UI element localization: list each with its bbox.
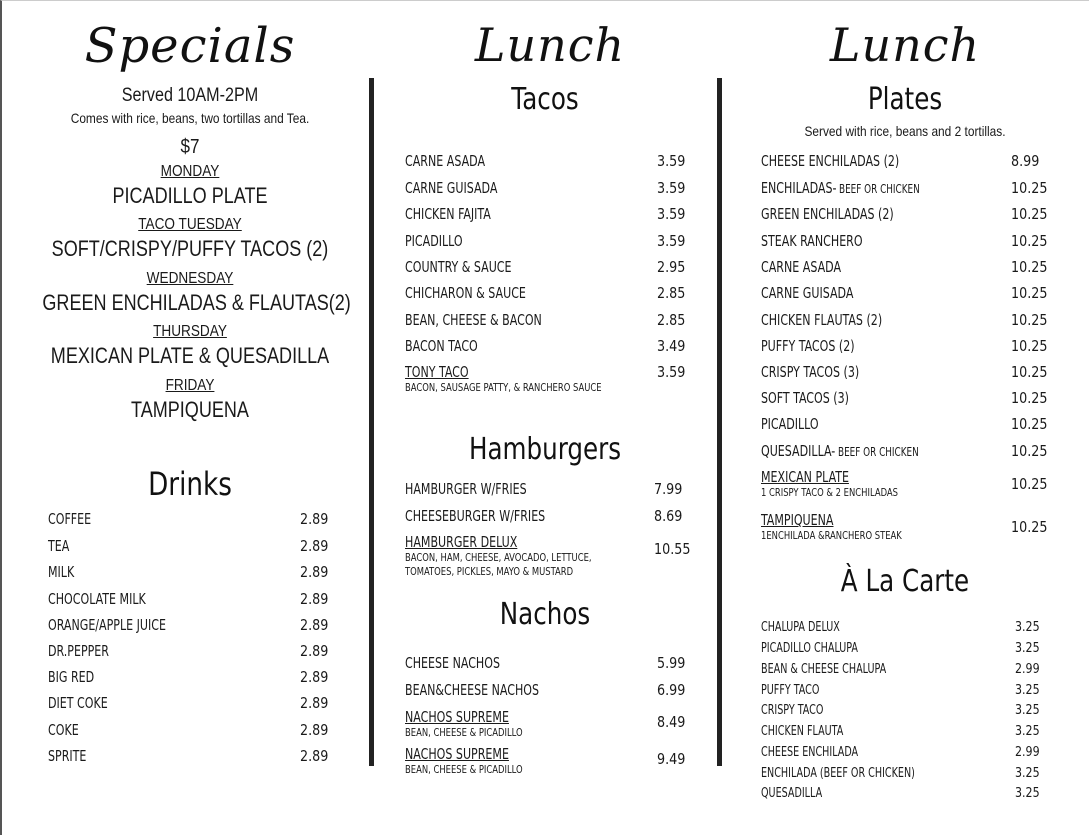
plate-item-price: 10.25 [1011, 389, 1048, 407]
special-day: TACO TUESDAY [138, 216, 242, 233]
item-name-text: NACHOS SUPREME [405, 708, 509, 726]
item-name-text: SOFT TACOS (3) [761, 389, 849, 407]
special-day: MONDAY [160, 163, 220, 180]
item-name-text: TAMPIQUENA [761, 511, 834, 529]
item-description: BEAN, CHEESE & PICADILLO [405, 763, 523, 776]
item-name-text: CRISPY TACO [761, 703, 824, 718]
taco-item-name [405, 337, 494, 355]
taco-item-name [405, 363, 655, 395]
item-name-text: BEAN, CHEESE & BACON [405, 311, 542, 329]
nachos-item-price: 8.49 [657, 713, 686, 731]
item-description: 1ENCHILADA &RANCHERO STEAK [761, 529, 902, 542]
item-description: BACON, HAM, CHEESE, AVOCADO, LETTUCE, TOMATOES, PICKLES, MAYO & MUSTARD [405, 551, 592, 578]
lunch-plates-script: Lunch [829, 18, 981, 72]
plate-item [761, 152, 1061, 172]
plate-item-name [761, 415, 831, 433]
plate-item-price: 10.25 [1011, 363, 1048, 381]
plate-item [761, 258, 1061, 278]
carte-item [761, 766, 1061, 786]
item-name-text: STEAK RANCHERO [761, 232, 863, 250]
special-dish: TAMPIQUENA [131, 397, 249, 422]
item-name-text: ENCHILADA (BEEF OR CHICKEN) [761, 766, 915, 781]
item-name-text: PUFFY TACO [761, 683, 820, 698]
item-name-text: HAMBURGER DELUX [405, 533, 518, 551]
carte-item-name [761, 766, 949, 781]
burger-item [405, 480, 695, 500]
taco-item-price: 2.85 [657, 284, 686, 302]
a-la-carte-title: À La Carte [840, 564, 970, 599]
item-name-text: SPRITE [48, 747, 87, 765]
nachos-item-name [405, 745, 605, 777]
item-name-text: TEA [48, 537, 70, 555]
drink-item-price: 2.89 [300, 616, 329, 634]
taco-item-price: 3.59 [657, 363, 686, 381]
plate-item-name [761, 311, 909, 329]
plate-item-name [761, 468, 1001, 500]
taco-item-name [405, 152, 503, 170]
item-name-text: CARNE ASADA [405, 152, 486, 170]
nachos-title: Nachos [499, 597, 591, 632]
item-name-text: COKE [48, 721, 79, 739]
item-name-text: CHICKEN FLAUTAS (2) [761, 311, 883, 329]
item-name-text: CHEESE ENCHILADAS (2) [761, 152, 900, 170]
carte-item-name [761, 641, 879, 656]
carte-item [761, 662, 1061, 682]
plate-item [761, 511, 1061, 542]
divider-left [369, 78, 374, 766]
taco-item-name [405, 205, 510, 223]
drinks-title: Drinks [148, 465, 232, 503]
plate-item-price: 10.25 [1011, 442, 1048, 460]
drink-item-name [48, 642, 122, 660]
carte-item-price: 3.25 [1015, 620, 1040, 635]
carte-item-price: 3.25 [1015, 683, 1040, 698]
plate-item-name [761, 152, 930, 170]
drink-item [48, 668, 338, 688]
special-dish: GREEN ENCHILADAS & FLAUTAS(2) [42, 290, 351, 315]
taco-item [405, 152, 695, 172]
carte-item-name [761, 683, 832, 698]
carte-item [761, 786, 1061, 806]
carte-item-price: 3.25 [1015, 724, 1040, 739]
item-description: 1 CRISPY TACO & 2 ENCHILADAS [761, 486, 899, 499]
item-name-text: COUNTRY & SAUCE [405, 258, 512, 276]
drink-item-name [48, 590, 167, 608]
special-day: THURSDAY [153, 323, 227, 340]
item-name-text: CHICKEN FAJITA [405, 205, 491, 223]
item-name-text: CHEESEBURGER W/FRIES [405, 507, 546, 525]
nachos-item-price: 6.99 [657, 681, 686, 699]
hamburgers-title: Hamburgers [468, 432, 622, 467]
taco-item [405, 363, 695, 394]
lunch-tacos-script: Lunch [474, 18, 626, 72]
drink-item-name [48, 721, 85, 739]
taco-item-name [405, 284, 552, 302]
plate-item-price: 10.25 [1011, 179, 1048, 197]
nachos-item-name [405, 681, 568, 699]
burger-item [405, 507, 695, 527]
plate-item-price: 8.99 [1011, 152, 1040, 170]
item-name-text: QUESADILLA- [761, 442, 836, 460]
special-dish: PICADILLO PLATE [112, 183, 268, 208]
item-name-text: MEXICAN PLATE [761, 468, 849, 486]
plate-item-price: 10.25 [1011, 284, 1048, 302]
burger-item-price: 8.69 [654, 507, 683, 525]
carte-item-name [761, 703, 837, 718]
nachos-item [405, 745, 695, 776]
nachos-item [405, 708, 695, 739]
drink-item-price: 2.89 [300, 642, 329, 660]
drink-item-name [48, 537, 74, 555]
drink-item-price: 2.89 [300, 590, 329, 608]
special-day: FRIDAY [165, 377, 215, 394]
drink-item [48, 616, 338, 636]
item-name-text: HAMBURGER W/FRIES [405, 480, 527, 498]
item-description: BACON, SAUSAGE PATTY, & RANCHERO SAUCE [405, 381, 602, 394]
plates-note: Served with rice, beans and 2 tortillas. [804, 123, 1006, 139]
drink-item [48, 537, 338, 557]
taco-item-price: 3.59 [657, 205, 686, 223]
plates-title: Plates [867, 82, 943, 117]
item-name-text: ORANGE/APPLE JUICE [48, 616, 166, 634]
nachos-item [405, 654, 695, 674]
plate-item-price: 10.25 [1011, 415, 1048, 433]
taco-item [405, 284, 695, 304]
plate-item-name [761, 284, 874, 302]
taco-item [405, 337, 695, 357]
plate-item [761, 179, 1061, 199]
drink-item-name [48, 694, 121, 712]
item-name-text: COFFEE [48, 510, 92, 528]
drink-item-price: 2.89 [300, 537, 329, 555]
carte-item [761, 703, 1061, 723]
nachos-item-price: 5.99 [657, 654, 686, 672]
taco-item-price: 3.59 [657, 232, 686, 250]
plate-item-name [761, 205, 923, 223]
item-name-text: CARNE GUISADA [761, 284, 854, 302]
item-name-text: CHICKEN FLAUTA [761, 724, 844, 739]
drink-item [48, 510, 338, 530]
item-name-text: BIG RED [48, 668, 95, 686]
item-name-text: DR.PEPPER [48, 642, 109, 660]
item-small-text: BEEF OR CHICKEN [839, 182, 920, 196]
taco-item-price: 3.49 [657, 337, 686, 355]
drink-item [48, 694, 338, 714]
plate-item [761, 232, 1061, 252]
item-name-text: CARNE GUISADA [405, 179, 498, 197]
taco-item [405, 179, 695, 199]
carte-item [761, 641, 1061, 661]
drink-item [48, 642, 338, 662]
item-name-text: PICADILLO CHALUPA [761, 641, 858, 656]
nachos-item-price: 9.49 [657, 750, 686, 768]
item-name-text: QUESADILLA [761, 786, 823, 801]
item-name-text: PICADILLO [405, 232, 463, 250]
drink-item-name [48, 563, 80, 581]
plate-item [761, 389, 1061, 409]
taco-item [405, 258, 695, 278]
taco-item [405, 232, 695, 252]
carte-item-price: 3.25 [1015, 786, 1040, 801]
plate-item-price: 10.25 [1011, 337, 1048, 355]
burger-item-price: 10.55 [654, 540, 691, 558]
plate-item [761, 442, 1061, 462]
plate-item [761, 337, 1061, 357]
burger-item-name [405, 480, 553, 498]
item-name-text: CHICHARON & SAUCE [405, 284, 526, 302]
plate-item [761, 468, 1061, 499]
carte-item [761, 620, 1061, 640]
item-name-text: NACHOS SUPREME [405, 745, 509, 763]
taco-item-name [405, 258, 535, 276]
item-name-text: CHOCOLATE MILK [48, 590, 146, 608]
special-dish: MEXICAN PLATE & QUESADILLA [50, 343, 330, 368]
carte-item-name [761, 620, 857, 635]
item-name-text: ENCHILADAS- [761, 179, 837, 197]
item-name-text: CHEESE NACHOS [405, 654, 500, 672]
item-name-text: CHEESE ENCHILADA [761, 745, 859, 760]
item-name-text: BEAN&CHEESE NACHOS [405, 681, 540, 699]
carte-item-name [761, 662, 914, 677]
taco-item [405, 311, 695, 331]
drink-item-price: 2.89 [300, 747, 329, 765]
plate-item-name [761, 363, 881, 381]
item-name-text: CHALUPA DELUX [761, 620, 840, 635]
plate-item [761, 311, 1061, 331]
drink-item-price: 2.89 [300, 694, 329, 712]
drink-item-price: 2.89 [300, 721, 329, 739]
special-dish: SOFT/CRISPY/PUFFY TACOS (2) [51, 236, 329, 261]
taco-item-price: 3.59 [657, 152, 686, 170]
drink-item-name [48, 747, 95, 765]
taco-item-price: 2.95 [657, 258, 686, 276]
nachos-item-name [405, 654, 521, 672]
burger-item-price: 7.99 [654, 480, 683, 498]
carte-item-price: 3.25 [1015, 766, 1040, 781]
plate-item [761, 284, 1061, 304]
carte-item-price: 2.99 [1015, 745, 1040, 760]
item-name-text: DIET COKE [48, 694, 108, 712]
drink-item-price: 2.89 [300, 563, 329, 581]
nachos-item [405, 681, 695, 701]
specials-title: Specials [84, 18, 296, 74]
item-name-text: BACON TACO [405, 337, 478, 355]
drink-item-name [48, 616, 192, 634]
carte-item [761, 724, 1061, 744]
item-name-text: MILK [48, 563, 75, 581]
plate-item [761, 363, 1061, 383]
tacos-title: Tacos [511, 82, 579, 117]
taco-item-price: 2.85 [657, 311, 686, 329]
specials-price: $7 [180, 136, 200, 158]
carte-item [761, 683, 1061, 703]
taco-item-name [405, 232, 475, 250]
divider-right [717, 78, 722, 766]
specials-comes-with: Comes with rice, beans, two tortillas and Tea. [70, 110, 310, 126]
drink-item [48, 721, 338, 741]
nachos-item-name [405, 708, 605, 740]
taco-item-name [405, 179, 518, 197]
carte-item [761, 745, 1061, 765]
plate-item [761, 205, 1061, 225]
item-description: BEAN, CHEESE & PICADILLO [405, 726, 523, 739]
item-name-text: CARNE ASADA [761, 258, 842, 276]
plate-item-name [761, 511, 1001, 543]
plate-item-name [761, 179, 938, 197]
burger-item-name [405, 533, 635, 579]
item-name-text: PICADILLO [761, 415, 819, 433]
item-name-text: TONY TACO [405, 363, 469, 381]
plate-item-name [761, 232, 885, 250]
burger-item-name [405, 507, 576, 525]
special-day: WEDNESDAY [146, 270, 234, 287]
plate-item-name [761, 337, 875, 355]
item-name-text: BEAN & CHEESE CHALUPA [761, 662, 887, 677]
burger-item [405, 533, 695, 578]
item-name-text: GREEN ENCHILADAS (2) [761, 205, 894, 223]
specials-served: Served 10AM-2PM [121, 85, 259, 106]
plate-item-price: 10.25 [1011, 311, 1048, 329]
carte-item-name [761, 724, 861, 739]
drink-item [48, 590, 338, 610]
carte-item-name [761, 745, 879, 760]
plate-item [761, 415, 1061, 435]
plate-item-name [761, 389, 868, 407]
carte-item-name [761, 786, 836, 801]
plate-item-price: 10.25 [1011, 232, 1048, 250]
plate-item-name [761, 258, 859, 276]
taco-item-price: 3.59 [657, 179, 686, 197]
drink-item-price: 2.89 [300, 668, 329, 686]
plate-item-price: 10.25 [1011, 475, 1048, 493]
plate-item-price: 10.25 [1011, 518, 1048, 536]
item-small-text: BEEF OR CHICKEN [837, 445, 919, 459]
taco-item-name [405, 311, 572, 329]
plate-item-price: 10.25 [1011, 205, 1048, 223]
drink-item-price: 2.89 [300, 510, 329, 528]
plate-item-price: 10.25 [1011, 258, 1048, 276]
item-name-text: PUFFY TACOS (2) [761, 337, 855, 355]
drink-item-name [48, 668, 104, 686]
drink-item [48, 563, 338, 583]
taco-item [405, 205, 695, 225]
item-name-text: CRISPY TACOS (3) [761, 363, 860, 381]
carte-item-price: 3.25 [1015, 641, 1040, 656]
carte-item-price: 2.99 [1015, 662, 1040, 677]
carte-item-price: 3.25 [1015, 703, 1040, 718]
plate-item-name [761, 442, 936, 460]
drink-item [48, 747, 338, 767]
drink-item-name [48, 510, 101, 528]
